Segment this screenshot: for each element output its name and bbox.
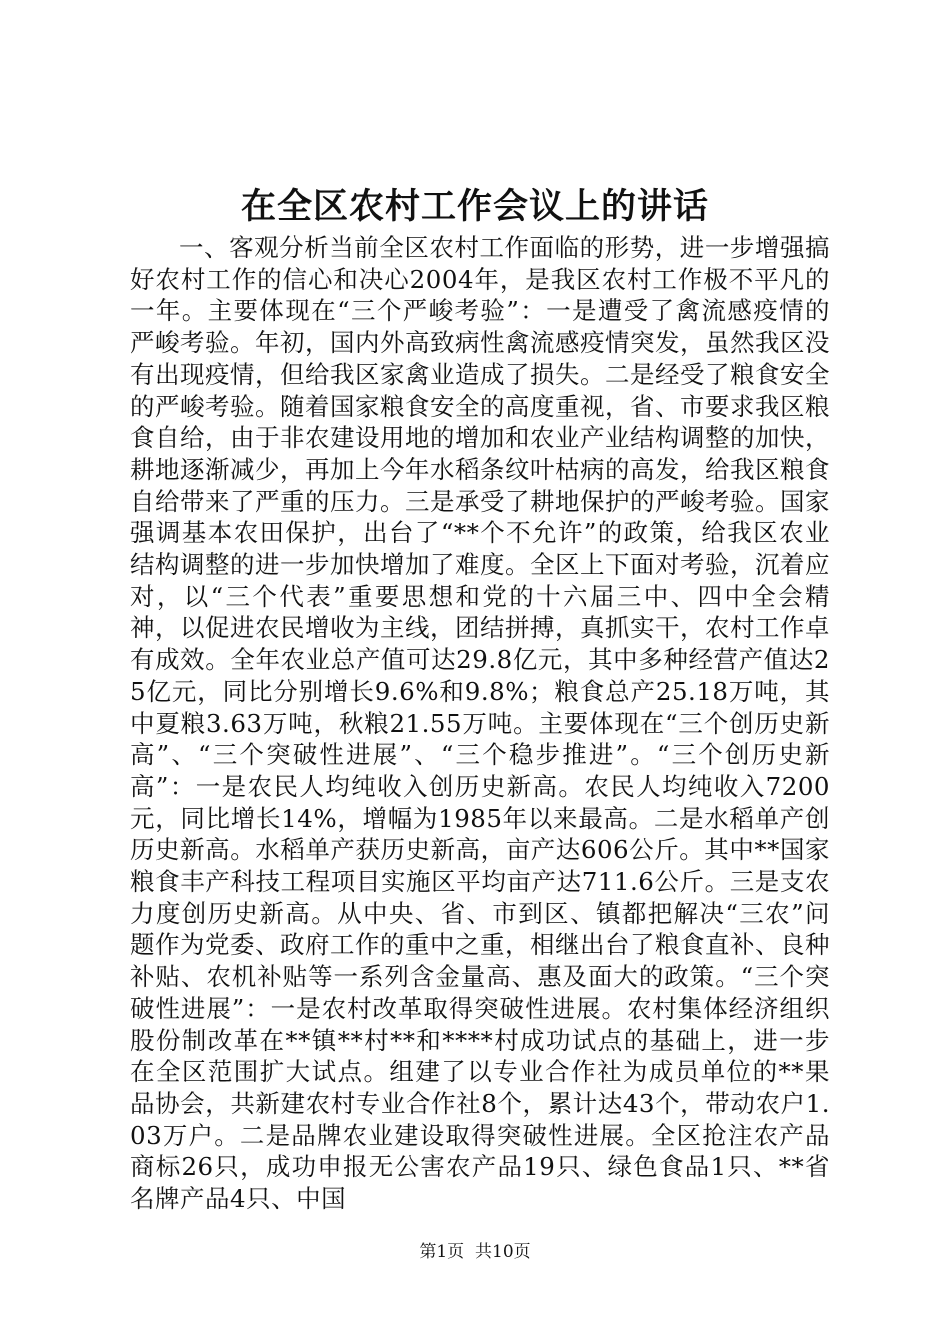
page-number: 第1页 bbox=[419, 1242, 465, 1262]
page-total: 共10页 bbox=[475, 1242, 531, 1262]
page-footer bbox=[0, 1240, 950, 1264]
body-paragraph: 一、客观分析当前全区农村工作面临的形势，进一步增强搞好农村工作的信心和决心2004年，是我区农村工作极不平凡的一年。主要体现在“三个严峻考验”：一是遭受了禽流感疫情的严峻考验。年初，国内外高致病性禽流感疫情突发，虽然我区没有出现疫情，但给我区家禽业造成了损失。二是经受了粮食安全的严峻考验。随着国家粮食安全的高度重视，省、市要求我区粮食自给，由于非农建设用地的增加和农业产业结构调整的加快，耕地逐渐减少，再加上今年水稻条纹叶枯病的高发，给我区粮食自给带来了严重的压力。三是承受了耕地保护的严峻考验。国家强调基本农田保护，出台了“**个不允许”的政策，给我区农业结构调整的进一步加快增加了难度。全区上下面对考验，沉着应对，以“三个代表”重要思想和党的十六届三中、四中全会精神，以促进农民增收为主线，团结拼搏，真抓实干，农村工作卓有成效。全年农业总产值可达29.8亿元，其中多种经营产值达25亿元，同比分别增长9.6%和9.8%；粮食总产25.18万吨，其中夏粮3.63万吨，秋粮21.55万吨。主要体现在“三个创历史新高”、“三个突破性进展”、“三个稳步推进”。“三个创历史新高”：一是农民人均纯收入创历史新高。农民人均纯收入7200元，同比增长14%，增幅为1985年以来最高。二是水稻单产创历史新高。水稻单产获历史新高，亩产达606公斤。其中**国家粮食丰产科技工程项目实施区平均亩产达711.6公斤。三是支农力度创历史新高。从中央、省、市到区、镇都把解决“三农”问题作为党委、政府工作的重中之重，相继出台了粮食直补、良种补贴、农机补贴等一系列含金量高、惠及面大的政策。“三个突破性进展”：一是农村改革取得突破性进展。农村集体经济组织股份制改革在**镇**村**和****村成功试点的基础上，进一步在全区范围扩大试点。组建了以专业合作社为成员单位的**果品协会，共新建农村专业合作社8个，累计达43个，带动农户1.03万户。二是品牌农业建设取得突破性进展。全区抢注农产品商标26只，成功申报无公害农产品19只、绿色食品1只、**省名牌产品4只、中国 bbox=[130, 233, 830, 1214]
document-title: 在全区农村工作会议上的讲话 bbox=[240, 186, 709, 227]
